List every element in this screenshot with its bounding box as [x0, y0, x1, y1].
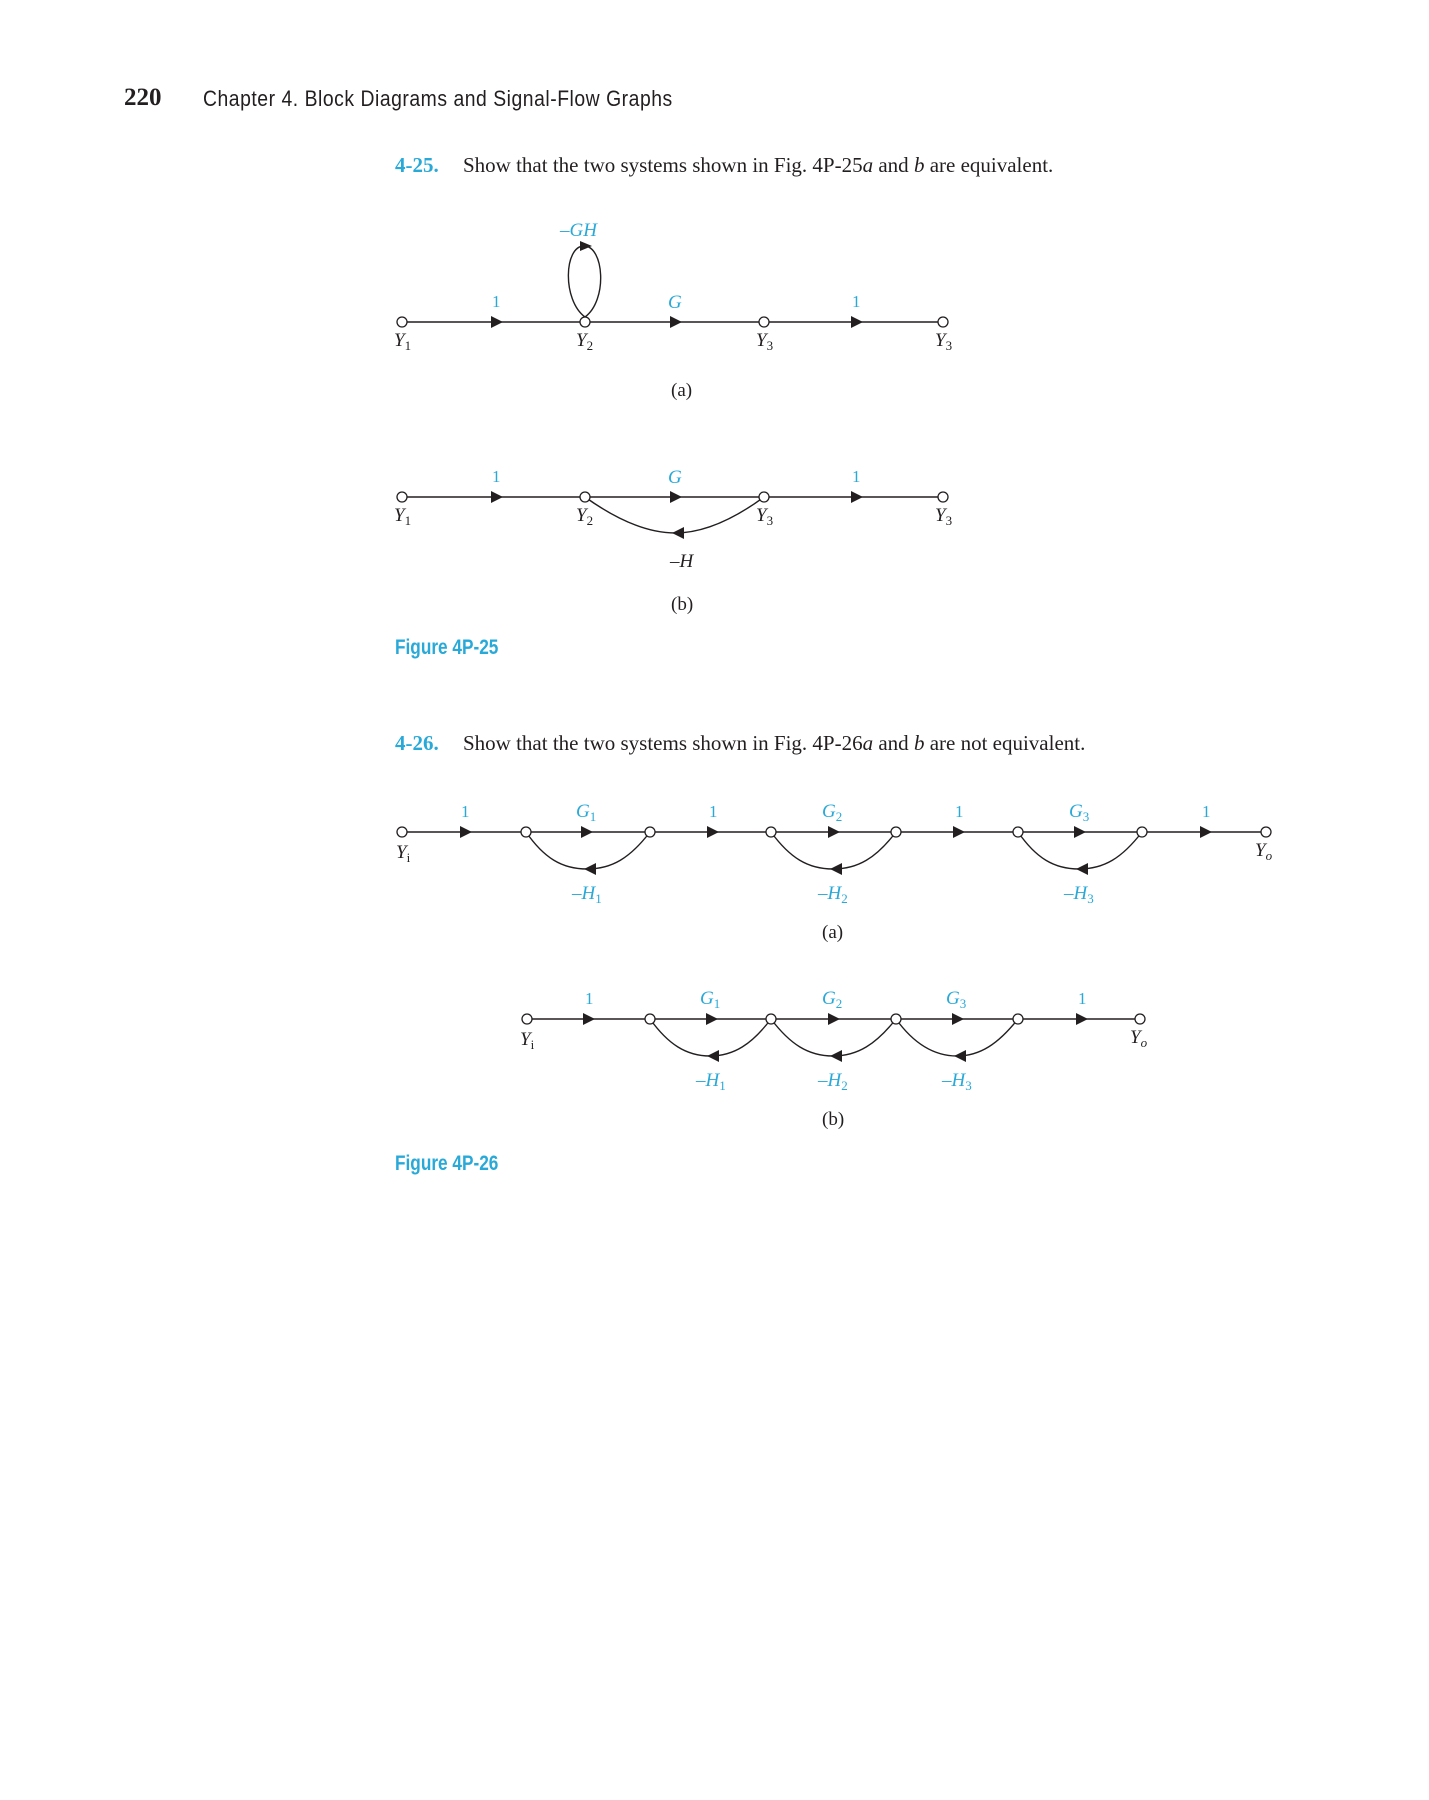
- arrow-head: [491, 316, 503, 328]
- subfigure-caption: (b): [822, 1109, 845, 1130]
- branch-gain: $G_1$: [576, 801, 597, 824]
- arrow-head: [706, 1013, 718, 1025]
- branch-gain: G: [668, 292, 682, 313]
- figure-4p-25a: [394, 220, 952, 401]
- input-label: $Y_i$: [396, 842, 411, 865]
- figure-label-4p-26: Figure 4P-26: [395, 1152, 499, 1175]
- arrow-head: [1200, 826, 1212, 838]
- node: [397, 827, 407, 837]
- node: [1135, 1014, 1145, 1024]
- node: [891, 827, 901, 837]
- arrow-head: [1074, 826, 1086, 838]
- branch-gain: $G_3$: [1069, 801, 1090, 824]
- arrow-head: [1076, 1013, 1088, 1025]
- arrow-head: [583, 1013, 595, 1025]
- branch-gain: 1: [492, 467, 501, 486]
- problem-text-4-25: Show that the two systems shown in Fig. 4P-25a and b are equivalent.: [463, 153, 1054, 177]
- arrow-head: [672, 527, 684, 539]
- branch-gain: 1: [1078, 989, 1087, 1008]
- problem-number-4-26: 4-26.: [395, 731, 439, 755]
- arrow-head: [1076, 863, 1088, 875]
- node: [522, 1014, 532, 1024]
- node-label: $Y_3$: [756, 330, 774, 353]
- branch-gain: $G_2$: [822, 801, 843, 824]
- branch-gain: $G_3$: [946, 988, 967, 1011]
- input-label: $Y_i$: [520, 1029, 535, 1052]
- problem-text-4-26: Show that the two systems shown in Fig. 4P-26a and b are not equivalent.: [463, 731, 1086, 755]
- page-number: 220: [124, 84, 162, 111]
- feedback-path: [650, 1019, 771, 1056]
- output-label: $Y_o$: [1130, 1027, 1148, 1050]
- self-loop: [568, 246, 600, 317]
- figure-4p-25b: [394, 467, 952, 615]
- node: [766, 1014, 776, 1024]
- feedback-path: [1018, 832, 1142, 869]
- arrow-head: [952, 1013, 964, 1025]
- node: [766, 827, 776, 837]
- branch-gain: $G_1$: [700, 988, 721, 1011]
- arrow-head: [670, 316, 682, 328]
- problem-number-4-25: 4-25.: [395, 153, 439, 177]
- node: [580, 317, 590, 327]
- arrow-head: [707, 1050, 719, 1062]
- branch-gain: 1: [492, 292, 501, 311]
- branch-gain: G: [668, 467, 682, 488]
- figure-4p-26b: [520, 988, 1148, 1130]
- arrow-head: [954, 1050, 966, 1062]
- node: [580, 492, 590, 502]
- feedback-path: [771, 1019, 896, 1056]
- arrow-head: [851, 491, 863, 503]
- branch-gain: 1: [585, 989, 594, 1008]
- node: [1137, 827, 1147, 837]
- arrow-head: [460, 826, 472, 838]
- node: [397, 317, 407, 327]
- node: [1013, 1014, 1023, 1024]
- node: [521, 827, 531, 837]
- arrow-head: [670, 491, 682, 503]
- node-label: $Y_3$: [756, 505, 774, 528]
- arrow-head: [953, 826, 965, 838]
- node: [1261, 827, 1271, 837]
- feedback-gain: $-H_2$: [818, 1070, 848, 1093]
- chapter-title: Chapter 4. Block Diagrams and Signal-Flow Graphs: [203, 86, 673, 111]
- figure-label-4p-25: Figure 4P-25: [395, 636, 499, 659]
- subfigure-caption: (b): [671, 594, 694, 615]
- branch-gain: 1: [852, 467, 861, 486]
- arrow-head: [707, 826, 719, 838]
- feedback-gain: $-H_2$: [818, 883, 848, 906]
- feedback-path: [585, 497, 764, 533]
- node: [1013, 827, 1023, 837]
- node: [891, 1014, 901, 1024]
- branch-gain: 1: [1202, 802, 1211, 821]
- subfigure-caption: (a): [671, 380, 693, 401]
- node: [645, 827, 655, 837]
- branch-gain: 1: [852, 292, 861, 311]
- figure-4p-26a: [396, 801, 1273, 943]
- feedback-gain: –H: [670, 551, 694, 572]
- self-loop-gain: –GH: [560, 220, 597, 241]
- feedback-gain: $-H_3$: [942, 1070, 972, 1093]
- node: [645, 1014, 655, 1024]
- branch-gain: 1: [955, 802, 964, 821]
- feedback-gain: $-H_3$: [1064, 883, 1094, 906]
- arrow-head: [580, 241, 592, 251]
- node: [759, 317, 769, 327]
- node: [397, 492, 407, 502]
- node-label: $Y_2$: [576, 505, 594, 528]
- node-label: $Y_3$: [935, 330, 953, 353]
- arrow-head: [830, 1050, 842, 1062]
- node: [938, 317, 948, 327]
- arrow-head: [828, 826, 840, 838]
- arrow-head: [830, 863, 842, 875]
- arrow-head: [584, 863, 596, 875]
- feedback-gain: $-H_1$: [572, 883, 602, 906]
- branch-gain: 1: [461, 802, 470, 821]
- output-label: $Y_o$: [1255, 840, 1273, 863]
- branch-gain: $G_2$: [822, 988, 843, 1011]
- branch-gain: 1: [709, 802, 718, 821]
- node: [759, 492, 769, 502]
- node-label: $Y_1$: [394, 330, 412, 353]
- arrow-head: [828, 1013, 840, 1025]
- arrow-head: [851, 316, 863, 328]
- subfigure-caption: (a): [822, 922, 844, 943]
- node-label: $Y_3$: [935, 505, 953, 528]
- arrow-head: [491, 491, 503, 503]
- feedback-gain: $-H_1$: [696, 1070, 726, 1093]
- feedback-path: [771, 832, 896, 869]
- arrow-head: [581, 826, 593, 838]
- node-label: $Y_1$: [394, 505, 412, 528]
- node-label: $Y_2$: [576, 330, 594, 353]
- feedback-path: [896, 1019, 1018, 1056]
- node: [938, 492, 948, 502]
- feedback-path: [526, 832, 650, 869]
